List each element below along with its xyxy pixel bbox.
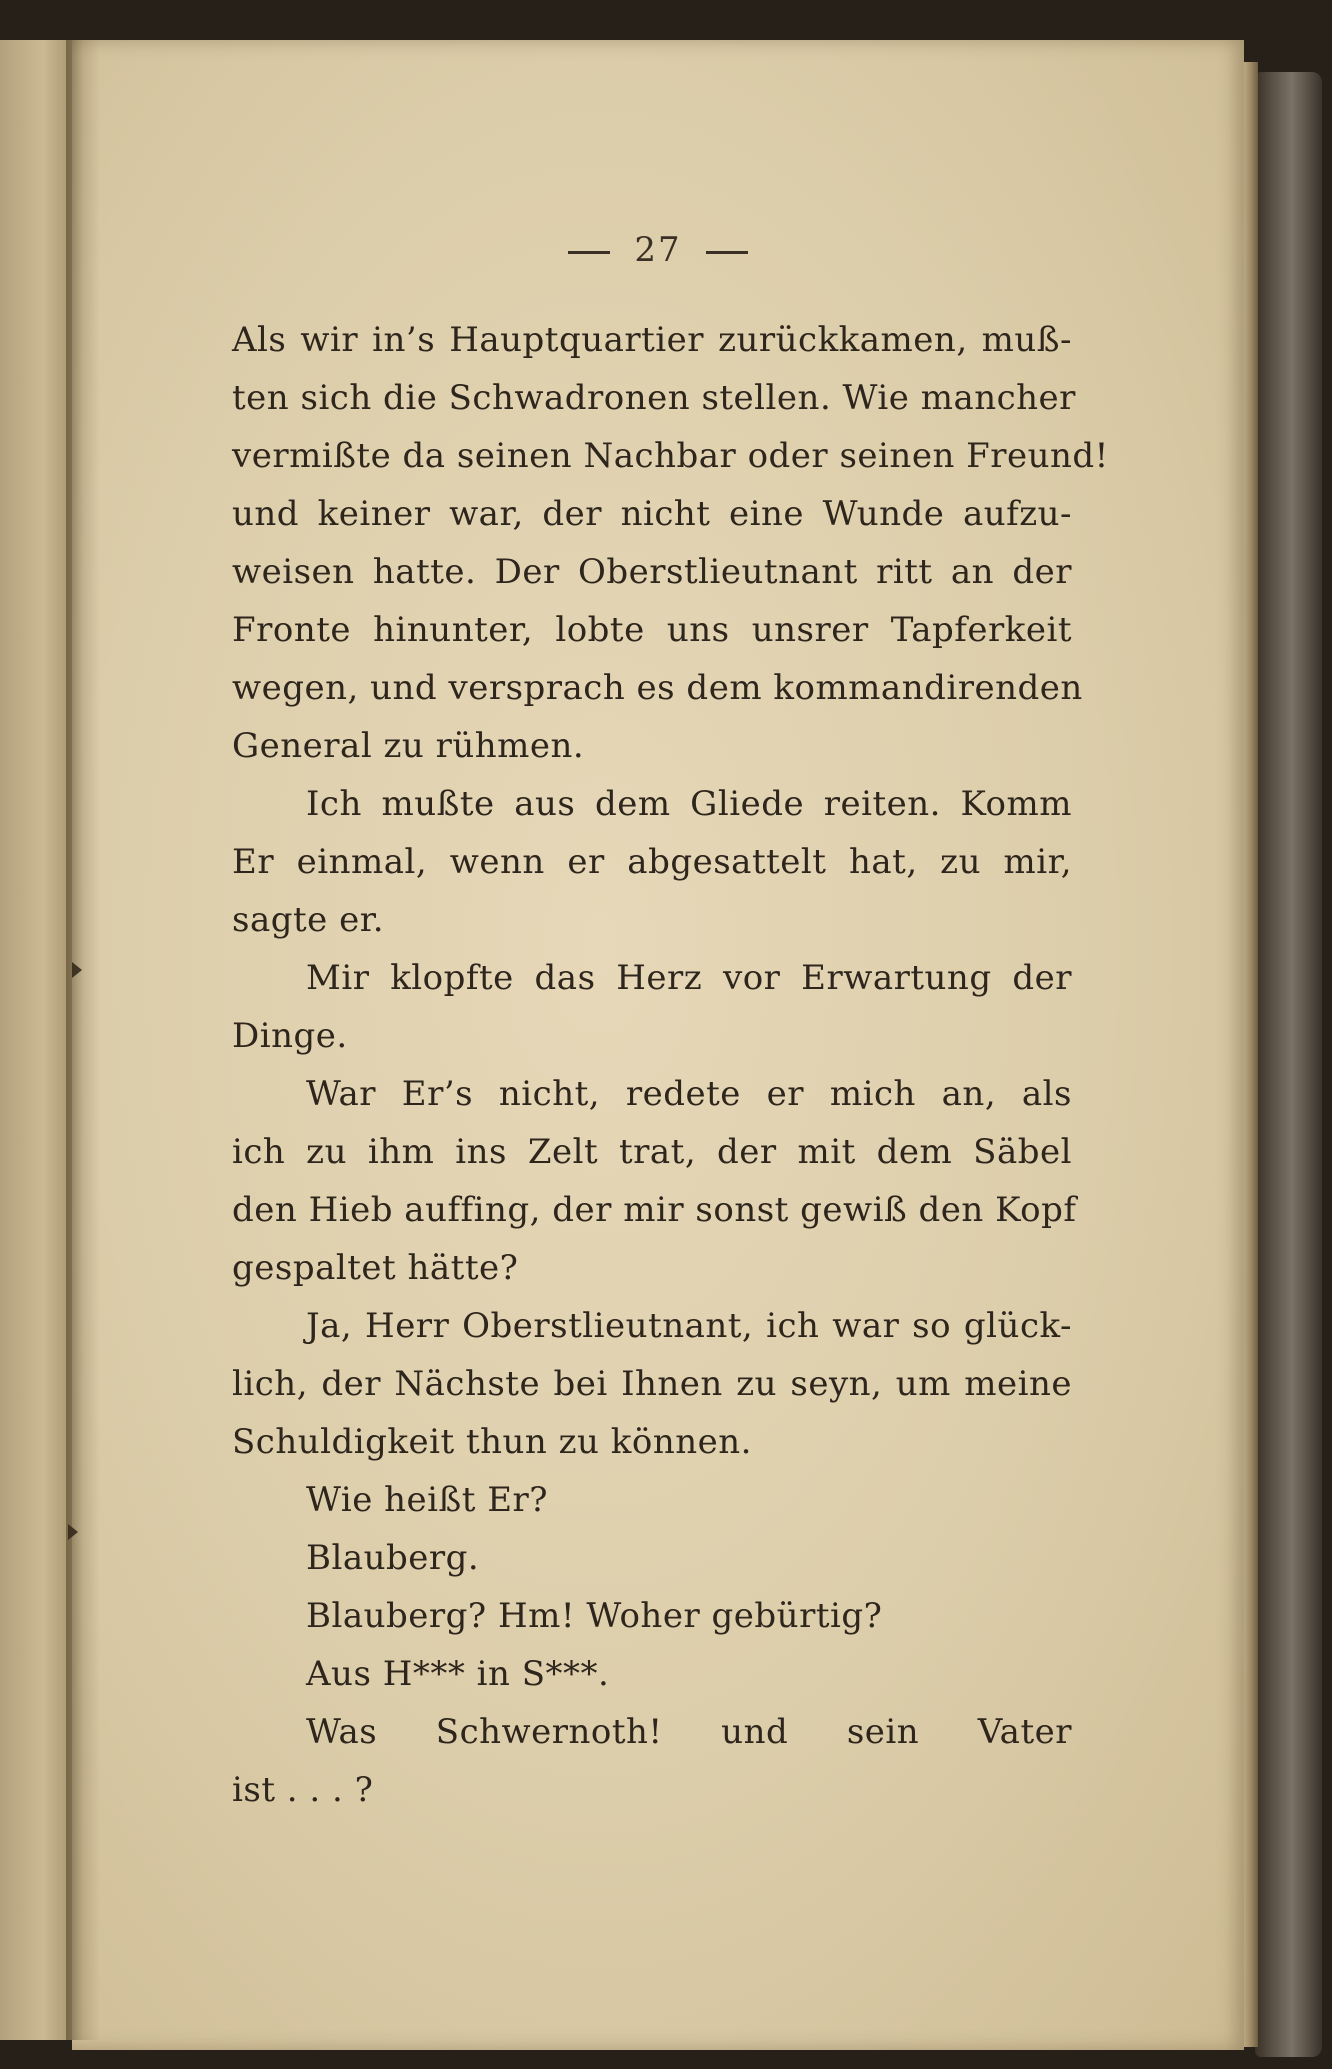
text-line: Blauberg. [306, 1538, 480, 1578]
text-line: Aus H*** in S***. [306, 1654, 610, 1694]
text-line: gespaltet hätte? [232, 1248, 519, 1288]
dash-right [706, 251, 748, 254]
text-line: Ja, Herr Oberstlieutnant, ich war so glück- [306, 1306, 1072, 1346]
book-page [72, 40, 1244, 2050]
page-number-value: 27 [634, 230, 682, 270]
text-line: wegen, und versprach es dem kommandirenden [232, 668, 1083, 708]
text-line: Ich mußte aus dem Gliede reiten. Komm [306, 784, 1072, 824]
text-line: Dinge. [232, 1016, 348, 1056]
text-line: weisen hatte. Der Oberstlieutnant ritt an der [232, 552, 1072, 592]
book-cover-edge [1255, 72, 1322, 2057]
text-line: Er einmal, wenn er abgesattelt hat, zu mir, [232, 842, 1072, 882]
text-line: ist . . . ? [232, 1770, 374, 1810]
text-line: Was Schwernoth! und sein Vater [306, 1712, 1072, 1752]
text-line: ich zu ihm ins Zelt trat, der mit dem Säbel [232, 1132, 1072, 1172]
text-line: Fronte hinunter, lobte uns unsrer Tapferkeit [232, 610, 1072, 650]
text-line: lich, der Nächste bei Ihnen zu seyn, um meine [232, 1364, 1072, 1404]
book-gutter [66, 40, 100, 2040]
dash-left [568, 251, 610, 254]
text-line: Mir klopfte das Herz vor Erwartung der [306, 958, 1072, 998]
text-line: Wie heißt Er? [306, 1480, 549, 1520]
page-number [72, 230, 1244, 270]
text-line: Blauberg? Hm! Woher gebürtig? [306, 1596, 883, 1636]
facing-page-edge [0, 40, 72, 2040]
page-text [232, 311, 1109, 1819]
text-line: und keiner war, der nicht eine Wunde aufzu- [232, 494, 1072, 534]
text-line: Schuldigkeit thun zu können. [232, 1422, 752, 1462]
text-line: vermißte da seinen Nachbar oder seinen Freund! [232, 436, 1109, 476]
text-line: General zu rühmen. [232, 726, 585, 766]
text-line: Als wir in’s Hauptquartier zurückkamen, muß- [232, 320, 1072, 360]
text-line: sagte er. [232, 900, 385, 940]
text-line: den Hieb auffing, der mir sonst gewiß den Kopf [232, 1190, 1077, 1230]
text-line: ten sich die Schwadronen stellen. Wie mancher [232, 378, 1076, 418]
text-line: War Er’s nicht, redete er mich an, als [306, 1074, 1072, 1114]
